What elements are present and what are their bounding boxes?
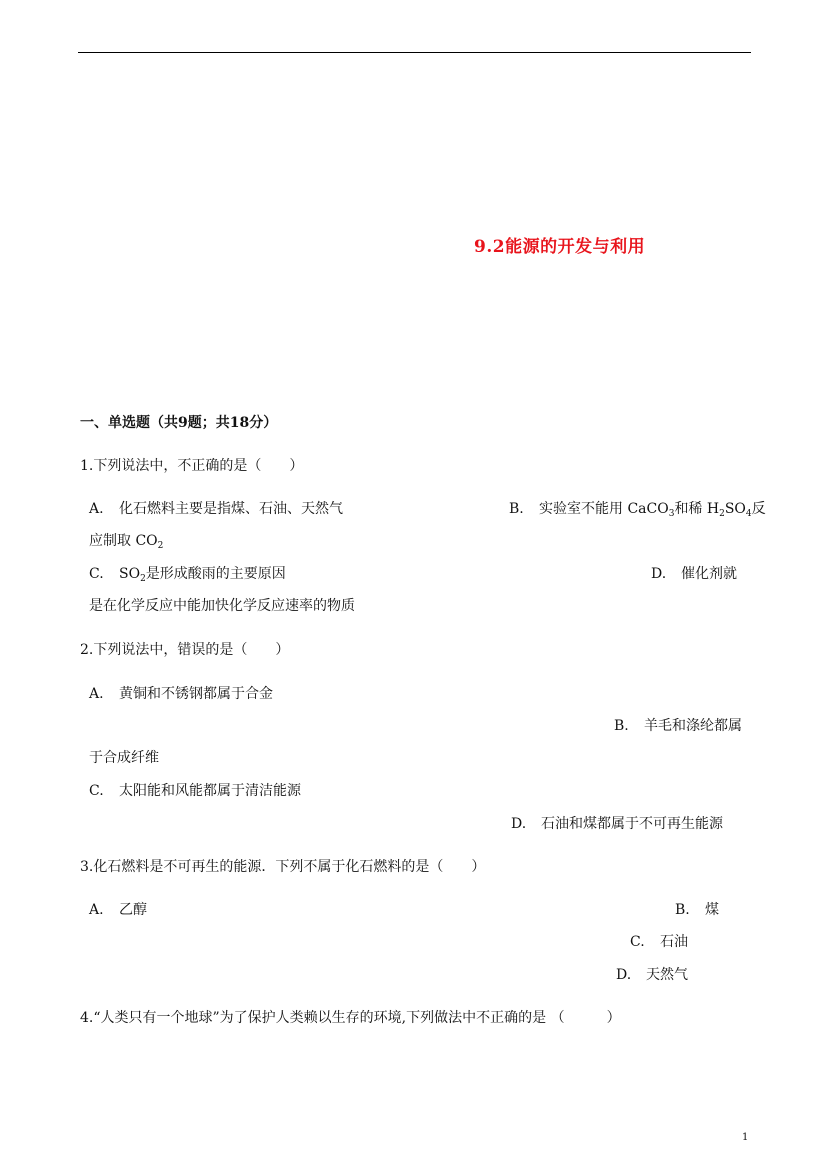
header-rule <box>78 52 751 53</box>
option-text: SO <box>724 501 746 517</box>
option-label: C. <box>630 934 645 950</box>
option-text: 石油 <box>660 934 688 950</box>
option-label: B. <box>509 501 524 517</box>
option-text: 乙醇 <box>119 902 147 918</box>
option-text: 是形成酸雨的主要原因 <box>145 566 286 582</box>
question-3-option-b[interactable] <box>675 899 719 919</box>
section-heading: 一、单选题（共9题；共18分） <box>80 415 278 431</box>
option-text: SO <box>119 566 141 582</box>
option-text: 实验室不能用 CaCO <box>539 501 669 517</box>
option-label: D. <box>616 967 632 983</box>
option-label: B. <box>675 902 690 918</box>
question-2-stem: 2.下列说法中，错误的是（ ） <box>80 642 290 658</box>
option-text: 黄铜和不锈钢都属于合金 <box>119 686 273 702</box>
option-label: B. <box>614 718 629 734</box>
subscript: 3 <box>668 509 675 519</box>
subscript: 2 <box>140 574 146 584</box>
question-2-option-b-continued: 于合成纤维 <box>89 750 159 766</box>
option-label: A. <box>89 686 104 702</box>
question-3-option-c[interactable] <box>630 931 688 951</box>
document-title: 9.2能源的开发与利用 <box>474 237 646 257</box>
option-label: D. <box>651 566 667 582</box>
question-2-option-d[interactable] <box>511 813 723 833</box>
option-text: 化石燃料主要是指煤、石油、天然气 <box>119 501 343 517</box>
question-2-option-b[interactable] <box>614 715 742 735</box>
option-text: 石油和煤都属于不可再生能源 <box>541 816 723 832</box>
option-text: 催化剂就 <box>681 566 737 582</box>
question-1-option-b[interactable] <box>509 498 766 518</box>
option-label: A. <box>89 501 104 517</box>
question-1-option-c[interactable] <box>89 563 286 583</box>
subscript: 2 <box>157 541 164 551</box>
subscript: 2 <box>719 509 725 519</box>
option-text: 煤 <box>705 902 719 918</box>
option-text: 天然气 <box>646 967 688 983</box>
question-3-option-d[interactable] <box>616 964 688 984</box>
page-number: 1 <box>742 1132 749 1143</box>
option-text: 羊毛和涤纶都属 <box>644 718 742 734</box>
option-label: A. <box>89 902 104 918</box>
question-1-option-a[interactable] <box>89 498 343 518</box>
question-2-option-c[interactable] <box>89 780 301 800</box>
question-3-option-a[interactable] <box>89 899 147 919</box>
question-1-option-d-continued: 是在化学反应中能加快化学反应速率的物质 <box>89 598 355 614</box>
question-1-option-b-continued <box>89 530 163 550</box>
option-text: 反 <box>751 501 766 517</box>
option-text: 应制取 CO <box>89 533 158 549</box>
option-text: 和稀 H <box>674 501 720 517</box>
option-text: 太阳能和风能都属于清洁能源 <box>119 783 301 799</box>
question-2-option-a[interactable] <box>89 683 273 703</box>
question-1-stem: 1.下列说法中，不正确的是（ ） <box>80 458 304 474</box>
subscript: 4 <box>745 509 752 519</box>
question-4-stem: 4.“人类只有一个地球”为了保护人类赖以生存的环境,下列做法中不正确的是 （ ） <box>80 1010 621 1026</box>
option-label: D. <box>511 816 527 832</box>
question-1-option-d[interactable] <box>651 563 737 583</box>
option-label: C. <box>89 566 104 582</box>
question-3-stem: 3.化石燃料是不可再生的能源．下列不属于化石燃料的是（ ） <box>80 859 486 875</box>
option-label: C. <box>89 783 104 799</box>
